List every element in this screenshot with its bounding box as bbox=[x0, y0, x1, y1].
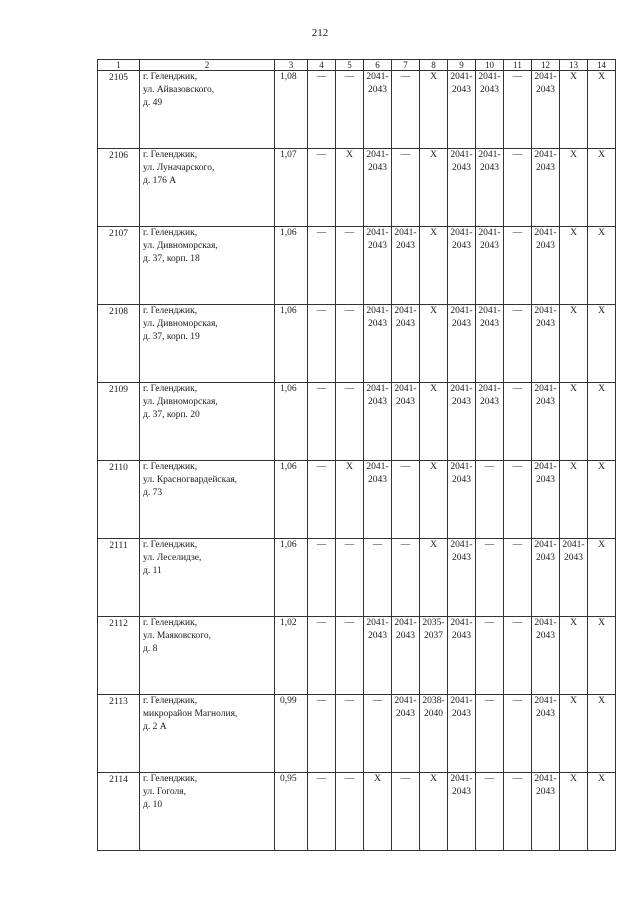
period-cell: X bbox=[560, 305, 588, 383]
period-cell: — bbox=[504, 227, 532, 305]
period-cell: 2041-2043 bbox=[448, 227, 476, 305]
address-cell bbox=[140, 149, 275, 227]
period-cell: 2041-2043 bbox=[532, 383, 560, 461]
period-cell: 2038-2040 bbox=[420, 695, 448, 773]
table-row bbox=[98, 617, 616, 695]
address-line: г. Геленджик, bbox=[143, 540, 198, 550]
address-line: г. Геленджик, bbox=[143, 384, 198, 394]
address-line: г. Геленджик, bbox=[143, 696, 198, 706]
period-cell: X bbox=[560, 773, 588, 851]
period-cell: X bbox=[420, 539, 448, 617]
table-row bbox=[98, 461, 616, 539]
period-cell: 2041-2043 bbox=[532, 773, 560, 851]
period-cell: — bbox=[308, 695, 336, 773]
address-line: д. 37, корп. 18 bbox=[143, 254, 200, 264]
period-cell: X bbox=[588, 539, 616, 617]
period-cell: X bbox=[560, 71, 588, 149]
row-number: 2114 bbox=[98, 773, 140, 851]
value-cell: 1,08 bbox=[275, 71, 308, 149]
period-cell: — bbox=[364, 539, 392, 617]
period-cell: 2041-2043 bbox=[448, 617, 476, 695]
value-cell: 1,06 bbox=[275, 383, 308, 461]
row-number: 2111 bbox=[98, 539, 140, 617]
period-cell: — bbox=[504, 305, 532, 383]
address-line: ул. Луначарского, bbox=[143, 163, 215, 173]
address-line: г. Геленджик, bbox=[143, 150, 198, 160]
address-line: г. Геленджик, bbox=[143, 306, 198, 316]
period-cell: — bbox=[336, 617, 364, 695]
period-cell: X bbox=[588, 227, 616, 305]
column-number: 7 bbox=[392, 60, 420, 71]
address-cell bbox=[140, 773, 275, 851]
period-cell: X bbox=[420, 227, 448, 305]
column-number: 10 bbox=[476, 60, 504, 71]
period-cell: 2041-2043 bbox=[364, 383, 392, 461]
address-line: г. Геленджик, bbox=[143, 618, 198, 628]
period-cell: 2041-2043 bbox=[364, 461, 392, 539]
period-cell: — bbox=[504, 695, 532, 773]
period-cell: X bbox=[364, 773, 392, 851]
table-row bbox=[98, 71, 616, 149]
column-number: 8 bbox=[420, 60, 448, 71]
address-line: микрорайон Магнолия, bbox=[143, 709, 238, 719]
period-cell: 2041-2043 bbox=[364, 305, 392, 383]
period-cell: — bbox=[476, 461, 504, 539]
period-cell: — bbox=[336, 227, 364, 305]
period-cell: 2041-2043 bbox=[532, 695, 560, 773]
row-number: 2113 bbox=[98, 695, 140, 773]
table-row bbox=[98, 539, 616, 617]
period-cell: — bbox=[392, 149, 420, 227]
column-number: 6 bbox=[364, 60, 392, 71]
period-cell: — bbox=[392, 71, 420, 149]
period-cell: — bbox=[476, 617, 504, 695]
period-cell: 2041-2043 bbox=[532, 227, 560, 305]
address-cell bbox=[140, 461, 275, 539]
page-number: 212 bbox=[311, 27, 329, 39]
column-number-header bbox=[98, 60, 616, 71]
period-cell: X bbox=[560, 695, 588, 773]
period-cell: — bbox=[392, 461, 420, 539]
address-line: ул. Дивноморская, bbox=[143, 319, 218, 329]
address-line: г. Геленджик, bbox=[143, 72, 198, 82]
address-line: ул. Маяковского, bbox=[143, 631, 212, 641]
period-cell: — bbox=[308, 773, 336, 851]
table-row bbox=[98, 149, 616, 227]
period-cell: — bbox=[308, 383, 336, 461]
period-cell: X bbox=[420, 383, 448, 461]
period-cell: — bbox=[308, 71, 336, 149]
row-number: 2106 bbox=[98, 149, 140, 227]
period-cell: — bbox=[308, 617, 336, 695]
address-line: г. Геленджик, bbox=[143, 462, 198, 472]
address-line: ул. Леселидзе, bbox=[143, 553, 202, 563]
period-cell: X bbox=[336, 149, 364, 227]
period-cell: 2041-2043 bbox=[448, 305, 476, 383]
period-cell: X bbox=[588, 773, 616, 851]
address-cell bbox=[140, 305, 275, 383]
period-cell: 2041-2043 bbox=[532, 71, 560, 149]
address-line: д. 10 bbox=[143, 800, 163, 810]
period-cell: — bbox=[308, 227, 336, 305]
period-cell: X bbox=[420, 149, 448, 227]
value-cell: 1,06 bbox=[275, 539, 308, 617]
period-cell: — bbox=[392, 539, 420, 617]
period-cell: 2041-2043 bbox=[532, 617, 560, 695]
address-line: д. 2 А bbox=[143, 722, 167, 732]
period-cell: 2041-2043 bbox=[364, 149, 392, 227]
column-number: 9 bbox=[448, 60, 476, 71]
period-cell: — bbox=[504, 383, 532, 461]
table-row bbox=[98, 305, 616, 383]
row-number: 2109 bbox=[98, 383, 140, 461]
column-number: 2 bbox=[140, 60, 275, 71]
address-line: д. 8 bbox=[143, 644, 158, 654]
period-cell: 2041-2043 bbox=[448, 149, 476, 227]
period-cell: — bbox=[504, 71, 532, 149]
period-cell: — bbox=[336, 383, 364, 461]
address-cell bbox=[140, 539, 275, 617]
row-number: 2112 bbox=[98, 617, 140, 695]
period-cell: 2041-2043 bbox=[476, 149, 504, 227]
address-cell bbox=[140, 695, 275, 773]
period-cell: 2041-2043 bbox=[448, 461, 476, 539]
housing-repair-table bbox=[97, 59, 616, 851]
row-number: 2108 bbox=[98, 305, 140, 383]
period-cell: X bbox=[420, 71, 448, 149]
table-row bbox=[98, 695, 616, 773]
period-cell: — bbox=[336, 539, 364, 617]
value-cell: 0,99 bbox=[275, 695, 308, 773]
address-line: ул. Красногвардейская, bbox=[143, 475, 238, 485]
address-line: д. 11 bbox=[143, 566, 162, 576]
period-cell: 2041-2043 bbox=[392, 617, 420, 695]
period-cell: 2041-2043 bbox=[364, 617, 392, 695]
value-cell: 1,06 bbox=[275, 305, 308, 383]
value-cell: 0,95 bbox=[275, 773, 308, 851]
period-cell: 2041-2043 bbox=[448, 71, 476, 149]
column-number: 13 bbox=[560, 60, 588, 71]
period-cell: X bbox=[560, 383, 588, 461]
period-cell: X bbox=[588, 149, 616, 227]
column-number: 14 bbox=[588, 60, 616, 71]
address-cell bbox=[140, 383, 275, 461]
address-cell bbox=[140, 617, 275, 695]
period-cell: X bbox=[420, 305, 448, 383]
address-line: д. 37, корп. 20 bbox=[143, 410, 200, 420]
period-cell: — bbox=[308, 305, 336, 383]
period-cell: — bbox=[308, 461, 336, 539]
address-line: д. 49 bbox=[143, 98, 163, 108]
period-cell: 2041-2043 bbox=[560, 539, 588, 617]
period-cell: X bbox=[560, 617, 588, 695]
period-cell: — bbox=[308, 539, 336, 617]
column-number: 4 bbox=[308, 60, 336, 71]
period-cell: X bbox=[588, 461, 616, 539]
period-cell: — bbox=[476, 695, 504, 773]
period-cell: 2041-2043 bbox=[532, 149, 560, 227]
period-cell: 2041-2043 bbox=[532, 461, 560, 539]
period-cell: X bbox=[588, 695, 616, 773]
period-cell: 2041-2043 bbox=[476, 71, 504, 149]
value-cell: 1,02 bbox=[275, 617, 308, 695]
period-cell: — bbox=[504, 773, 532, 851]
period-cell: 2035-2037 bbox=[420, 617, 448, 695]
row-number: 2107 bbox=[98, 227, 140, 305]
period-cell: X bbox=[560, 227, 588, 305]
address-cell bbox=[140, 71, 275, 149]
period-cell: 2041-2043 bbox=[476, 383, 504, 461]
address-line: д. 73 bbox=[143, 488, 163, 498]
column-number: 1 bbox=[98, 60, 140, 71]
column-number: 11 bbox=[504, 60, 532, 71]
period-cell: — bbox=[364, 695, 392, 773]
period-cell: X bbox=[588, 617, 616, 695]
period-cell: X bbox=[560, 149, 588, 227]
period-cell: — bbox=[336, 695, 364, 773]
period-cell: — bbox=[308, 149, 336, 227]
address-line: д. 37, корп. 19 bbox=[143, 332, 200, 342]
period-cell: 2041-2043 bbox=[532, 305, 560, 383]
period-cell: X bbox=[588, 383, 616, 461]
column-number: 5 bbox=[336, 60, 364, 71]
period-cell: — bbox=[476, 773, 504, 851]
period-cell: X bbox=[420, 773, 448, 851]
period-cell: — bbox=[504, 149, 532, 227]
value-cell: 1,06 bbox=[275, 227, 308, 305]
period-cell: 2041-2043 bbox=[392, 695, 420, 773]
period-cell: — bbox=[504, 617, 532, 695]
address-line: г. Геленджик, bbox=[143, 774, 198, 784]
period-cell: — bbox=[392, 773, 420, 851]
row-number: 2105 bbox=[98, 71, 140, 149]
address-line: ул. Айвазовского, bbox=[143, 85, 215, 95]
period-cell: X bbox=[420, 461, 448, 539]
period-cell: 2041-2043 bbox=[448, 695, 476, 773]
period-cell: — bbox=[476, 539, 504, 617]
period-cell: 2041-2043 bbox=[476, 227, 504, 305]
period-cell: — bbox=[504, 539, 532, 617]
period-cell: — bbox=[336, 773, 364, 851]
period-cell: 2041-2043 bbox=[392, 227, 420, 305]
address-cell bbox=[140, 227, 275, 305]
period-cell: 2041-2043 bbox=[448, 383, 476, 461]
table-row bbox=[98, 383, 616, 461]
period-cell: 2041-2043 bbox=[364, 71, 392, 149]
period-cell: X bbox=[560, 461, 588, 539]
period-cell: 2041-2043 bbox=[392, 383, 420, 461]
period-cell: X bbox=[588, 305, 616, 383]
value-cell: 1,06 bbox=[275, 461, 308, 539]
period-cell: 2041-2043 bbox=[392, 305, 420, 383]
period-cell: — bbox=[336, 305, 364, 383]
value-cell: 1,07 bbox=[275, 149, 308, 227]
period-cell: — bbox=[504, 461, 532, 539]
address-line: г. Геленджик, bbox=[143, 228, 198, 238]
address-line: д. 176 А bbox=[143, 176, 177, 186]
address-line: ул. Дивноморская, bbox=[143, 397, 218, 407]
period-cell: — bbox=[336, 71, 364, 149]
period-cell: 2041-2043 bbox=[448, 539, 476, 617]
period-cell: 2041-2043 bbox=[364, 227, 392, 305]
row-number: 2110 bbox=[98, 461, 140, 539]
column-number: 3 bbox=[275, 60, 308, 71]
period-cell: X bbox=[336, 461, 364, 539]
table-row bbox=[98, 227, 616, 305]
address-line: ул. Дивноморская, bbox=[143, 241, 218, 251]
period-cell: X bbox=[588, 71, 616, 149]
address-line: ул. Гоголя, bbox=[143, 787, 187, 797]
column-number: 12 bbox=[532, 60, 560, 71]
period-cell: 2041-2043 bbox=[448, 773, 476, 851]
period-cell: 2041-2043 bbox=[476, 305, 504, 383]
table-row bbox=[98, 773, 616, 851]
period-cell: 2041-2043 bbox=[532, 539, 560, 617]
